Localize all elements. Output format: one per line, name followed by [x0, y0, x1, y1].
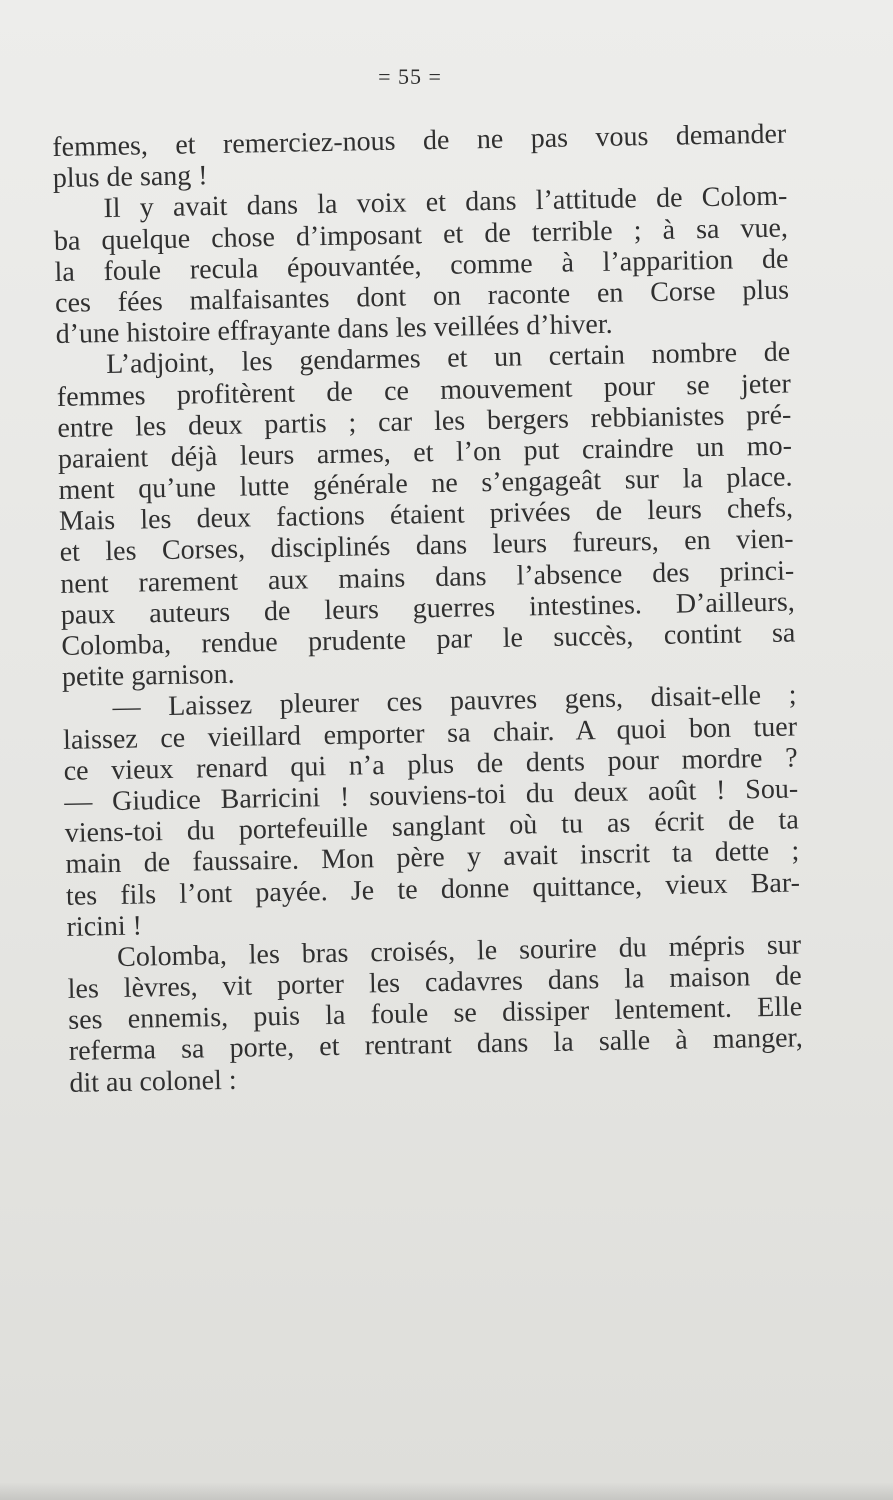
- text-line: ce vieux renard qui n’a plus de dents pour mordre ?: [63, 742, 798, 787]
- text-line: tes fils l’ont payée. Je te donne quittance, vieux Bar-: [65, 866, 801, 912]
- text-line: les lèvres, vit porter les cadavres dans la maison de: [67, 960, 802, 1005]
- text-line: Il y avait dans la voix et dans l’attitude de Colom-: [103, 180, 788, 225]
- text-line: Colomba, rendue prudente par le succès, contint sa: [61, 617, 796, 662]
- text-line: paraient déjà leurs armes, et l’on put craindre un mo-: [57, 430, 793, 475]
- page-number: = 55 =: [378, 64, 442, 89]
- text-line: ricini !: [66, 910, 143, 943]
- text-line: — Laissez pleurer ces pauvres gens, disait-elle ;: [112, 679, 797, 724]
- page-bottom-edge: [0, 1482, 893, 1500]
- text-line: ment qu’une lutte générale ne s’engageât sur la place.: [58, 461, 793, 506]
- text-line: femmes, et remerciez-nous de ne pas vous demander: [52, 118, 787, 163]
- text-line: femmes profitèrent de ce mouvement pour se jeter: [56, 368, 792, 413]
- text-line: d’une histoire effrayante dans les veillées d’hiver.: [55, 308, 613, 351]
- text-line: entre les deux partis ; car les bergers rebbianistes pré-: [57, 399, 792, 444]
- text-line: nent rarement aux mains dans l’absence des princi-: [60, 555, 795, 600]
- text-line: main de faussaire. Mon père y avait inscrit ta dette ;: [65, 835, 800, 881]
- text-line: petite garnison.: [61, 658, 235, 694]
- body-text: [52, 119, 804, 1099]
- text-line: viens-toi du portefeuille sanglant où tu as écrit de ta: [64, 804, 800, 850]
- text-line: — Giudice Barricini ! souviens-toi du deux août ! Sou-: [64, 773, 799, 818]
- text-line: plus de sang !: [52, 160, 208, 195]
- text-line: Colomba, les bras croisés, le sourire du mépris sur: [116, 929, 802, 973]
- text-line: L’adjoint, les gendarmes et un certain nombre de: [105, 336, 791, 381]
- text-line: ces fées malfaisantes dont on raconte en Corse plus: [54, 274, 790, 319]
- text-line: Mais les deux factions étaient privées de leurs chefs,: [58, 492, 794, 538]
- text-line: et les Corses, disciplinés dans leurs fureurs, en vien-: [59, 523, 794, 569]
- text-line: referma sa porte, et rentrant dans la salle à manger,: [68, 1022, 804, 1068]
- text-line: paux auteurs de leurs guerres intestines. D’ailleurs,: [60, 586, 796, 631]
- text-line: dit au colonel :: [69, 1064, 237, 1099]
- text-line: laissez ce vieillard emporter sa chair. A quoi bon tuer: [62, 711, 798, 756]
- text-line: ba quelque chose d’imposant et de terrible ; à sa vue,: [53, 212, 789, 257]
- text-line: ses ennemis, puis la foule se dissiper lentement. Elle: [68, 991, 803, 1037]
- text-line: la foule recula épouvantée, comme à l’apparition de: [54, 243, 789, 288]
